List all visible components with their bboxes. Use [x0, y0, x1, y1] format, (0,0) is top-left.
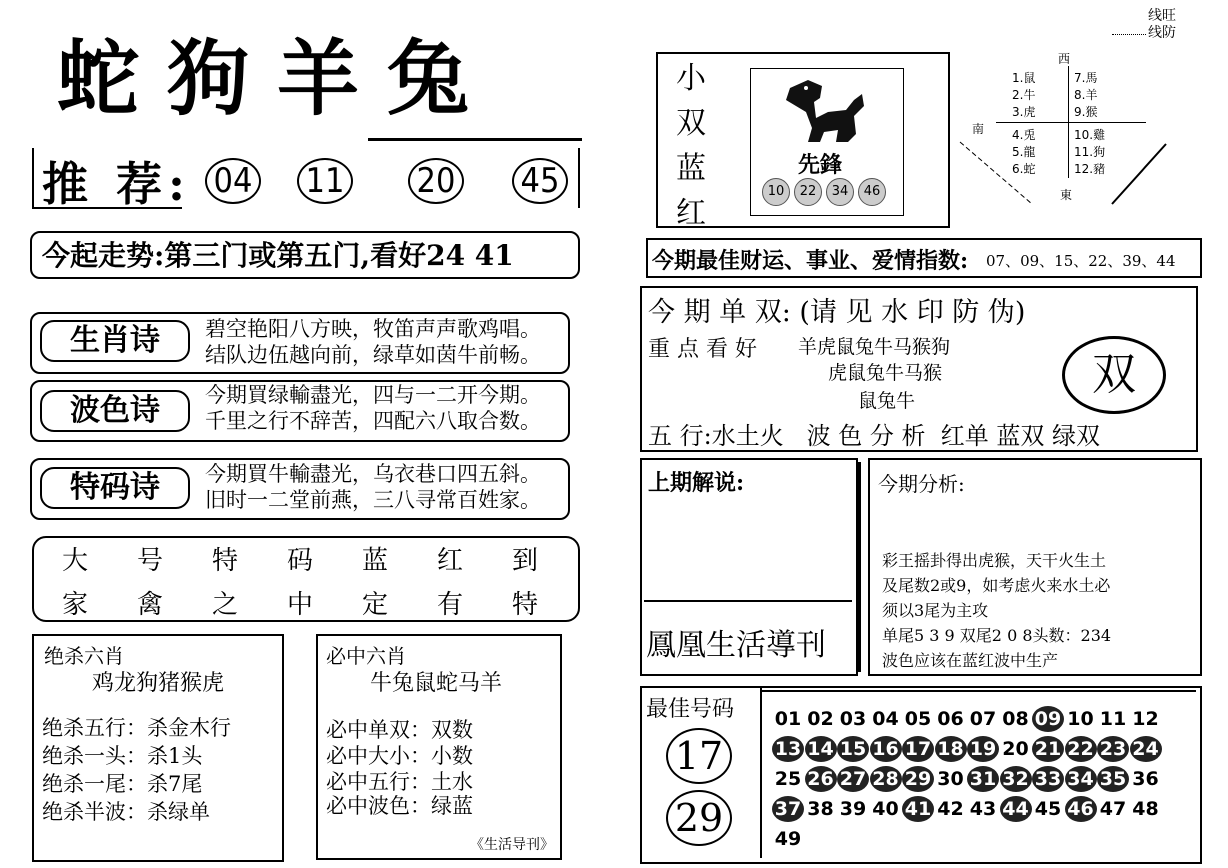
recommend-number: 11: [297, 158, 353, 204]
title-char: 兔: [386, 31, 483, 127]
slogan-char: 大: [61, 546, 88, 576]
slogan-char: 有: [436, 590, 463, 620]
kill-title: 绝杀六肖: [44, 644, 124, 668]
number-ball: 25: [774, 768, 802, 790]
fortune-box: [646, 238, 1202, 278]
side-char: 双: [676, 106, 706, 141]
number-ball: 04: [872, 708, 899, 730]
this-analysis-box: [868, 458, 1202, 676]
focus-line: 虎鼠兔牛马猴: [828, 362, 943, 384]
number-ball: 16: [870, 736, 902, 762]
zodiac-item: 3.虎: [1012, 105, 1036, 119]
legend-line: 线旺: [1148, 8, 1176, 24]
number-ball: 24: [1130, 736, 1162, 762]
poem-line: 千里之行不辞苦，四配六八取合数。: [205, 409, 541, 433]
kill-line: 绝杀五行：杀金木行: [42, 716, 231, 740]
number-ball: 42: [937, 798, 964, 820]
zodiac-item: 2.牛: [1012, 88, 1036, 102]
title-char: 狗: [166, 31, 263, 127]
number-ball: 37: [772, 796, 804, 822]
number-row: [772, 796, 1192, 826]
odd-even-bottom: 五 行:水土火 波 色 分 析 红单 蓝双 绿双: [648, 422, 1101, 450]
odd-even-title: 今 期 单 双: (请 见 水 印 防 伪): [648, 297, 1026, 328]
magazine-logo: 鳳凰生活導刊: [646, 628, 826, 663]
slogan-char: 中: [286, 590, 313, 620]
poem-line: 旧时一二堂前燕，三八寻常百姓家。: [205, 488, 541, 512]
zodiac-item: 8.羊: [1074, 88, 1098, 102]
best-label: 最佳号码: [646, 697, 735, 722]
number-ball: 38: [807, 798, 834, 820]
slogan-char: 之: [211, 590, 238, 620]
number-ball: 26: [805, 766, 837, 792]
legend-line: 线防: [1148, 25, 1176, 41]
number-ball: 23: [1097, 736, 1129, 762]
analysis-line: 须以3尾为主攻: [882, 601, 989, 620]
number-ball: 45: [1034, 798, 1062, 820]
last-title: 上期解说:: [648, 470, 745, 496]
side-char: 小: [676, 61, 706, 96]
divider: [762, 690, 1196, 692]
number-ball: 07: [969, 708, 997, 730]
poem-line: 今期買牛輸盡光，乌衣巷口四五斜。: [205, 462, 541, 486]
fortune-values: 07、09、15、22、39、44: [986, 252, 1176, 270]
title-char: 羊: [276, 31, 373, 127]
number-ball: 14: [805, 736, 837, 762]
zodiac-item: 9.猴: [1074, 105, 1098, 119]
zodiac-west: 西: [1058, 52, 1071, 66]
kill-panel: [32, 634, 284, 862]
pioneer-label: 先鋒: [798, 153, 843, 178]
last-analysis-box: [640, 458, 858, 676]
number-ball: 40: [872, 798, 899, 820]
divider: [368, 138, 582, 141]
trend-text: 今起走势:第三门或第五门,看好24 41: [42, 239, 514, 272]
zodiac-item: 7.馬: [1074, 71, 1098, 85]
must-title: 必中六肖: [326, 644, 406, 668]
number-ball: 36: [1132, 768, 1159, 790]
number-ball: 29: [902, 766, 934, 792]
recommend-number: 04: [205, 158, 261, 204]
slogan-char: 禽: [136, 590, 163, 620]
number-ball: 21: [1032, 736, 1064, 762]
side-char: 蓝: [676, 151, 706, 186]
poem-line: 碧空艳阳八方映，牧笛声声歌鸡唱。: [205, 317, 541, 341]
focus-label: 重 点 看 好: [648, 337, 757, 362]
this-title: 今期分析:: [878, 472, 965, 496]
number-ball: 47: [1099, 798, 1127, 820]
number-ball: 28: [870, 766, 902, 792]
recommend-number: 20: [408, 158, 464, 204]
number-row: [772, 706, 1192, 736]
legend-dash: [1112, 34, 1146, 35]
must-line: 必中大小：小数: [326, 744, 473, 768]
divider: [32, 148, 34, 208]
kill-line: 绝杀半波：杀绿单: [42, 800, 210, 824]
analysis-line: 单尾5 3 9 双尾2 0 8头数：234: [882, 626, 1112, 645]
poem-tag: 波色诗: [40, 390, 190, 432]
title-char: 蛇: [56, 31, 153, 127]
must-panel: [316, 634, 562, 860]
analysis-text: [882, 548, 1111, 673]
number-ball: 20: [1002, 738, 1029, 760]
number-row: [772, 736, 1192, 766]
source-label: 《生活导刊》: [470, 837, 554, 853]
number-ball: 22: [1065, 736, 1097, 762]
number-ball: 11: [1099, 708, 1127, 730]
must-animals: 牛兔鼠蛇马羊: [370, 671, 503, 696]
pioneer-ball: 34: [826, 178, 854, 206]
pioneer-ball: 10: [762, 178, 790, 206]
side-char: 红: [676, 196, 706, 231]
number-ball: 39: [839, 798, 867, 820]
number-ball: 03: [839, 708, 867, 730]
odd-even-circle: 双: [1062, 336, 1166, 414]
zodiac-east: 東: [1060, 188, 1073, 202]
slogan-char: 特: [211, 546, 238, 576]
slogan-char: 蓝: [361, 546, 388, 576]
poem-text: [205, 316, 541, 368]
kill-animals: 鸡龙狗猪猴虎: [92, 671, 225, 696]
number-grid: [772, 706, 1192, 856]
poem-tag: 生肖诗: [40, 320, 190, 362]
slogan-char: 红: [436, 546, 463, 576]
zodiac-item: 11.狗: [1074, 145, 1106, 159]
poem-text: [205, 461, 541, 513]
must-line: 必中波色：绿蓝: [326, 794, 473, 818]
fortune-label: 今期最佳财运、事业、爱情指数:: [652, 248, 969, 274]
number-ball: 08: [1002, 708, 1029, 730]
number-row: [772, 826, 1192, 856]
legend: [1148, 8, 1176, 42]
dog-icon: [778, 72, 874, 146]
recommend-label: 推 荐:: [42, 157, 191, 211]
slogan-char: 到: [511, 546, 538, 576]
zodiac-item: 6.蛇: [1012, 162, 1036, 176]
analysis-line: 波色应该在蓝红波中生产: [882, 651, 1059, 670]
trend-box: [30, 231, 580, 279]
number-ball: 48: [1132, 798, 1159, 820]
slogan-row: [40, 540, 560, 577]
zodiac-item: 4.兎: [1012, 128, 1036, 142]
odd-even-box: [640, 286, 1198, 452]
number-ball: 43: [969, 798, 997, 820]
divider: [578, 148, 580, 208]
number-ball: 10: [1067, 708, 1094, 730]
kill-line: 绝杀一头：杀1头: [42, 744, 203, 768]
number-ball: 12: [1132, 708, 1159, 730]
number-ball: 15: [837, 736, 869, 762]
zodiac-item: 12.豬: [1074, 162, 1106, 176]
pioneer-ball: 46: [858, 178, 886, 206]
number-ball: 49: [774, 828, 802, 850]
slogan-row: [40, 584, 560, 621]
recommend-number: 45: [512, 158, 568, 204]
number-ball: 35: [1097, 766, 1129, 792]
zodiac-item: 1.鼠: [1012, 71, 1036, 85]
analysis-line: 彩王摇卦得出虎猴，天干火生土: [882, 551, 1107, 570]
kill-line: 绝杀一尾：杀7尾: [42, 772, 203, 796]
number-ball: 33: [1032, 766, 1064, 792]
number-ball: 19: [967, 736, 999, 762]
divider: [858, 462, 861, 672]
number-ball: 44: [1000, 796, 1032, 822]
best-pick: 29: [666, 790, 732, 846]
number-ball: 41: [902, 796, 934, 822]
number-ball: 13: [772, 736, 804, 762]
number-ball: 32: [1000, 766, 1032, 792]
poem-tag: 特码诗: [40, 467, 190, 509]
number-ball: 27: [837, 766, 869, 792]
number-ball: 31: [967, 766, 999, 792]
divider: [644, 600, 852, 602]
slogan-char: 码: [286, 546, 313, 576]
zodiac-south: 南: [972, 122, 985, 136]
number-ball: 17: [902, 736, 934, 762]
number-ball: 06: [937, 708, 964, 730]
pioneer-balls: [762, 178, 886, 206]
number-ball: 34: [1065, 766, 1097, 792]
focus-line: 鼠兔牛: [858, 390, 916, 412]
pioneer-ball: 22: [794, 178, 822, 206]
must-line: 必中单双：双数: [326, 718, 473, 742]
must-line: 必中五行：土水: [326, 770, 473, 794]
focus-line: 羊虎鼠兔牛马猴狗: [798, 336, 951, 358]
number-ball: 02: [807, 708, 834, 730]
number-ball: 46: [1065, 796, 1097, 822]
slogan-char: 定: [361, 590, 388, 620]
best-left: [642, 688, 762, 858]
number-ball: 30: [937, 768, 964, 790]
number-ball: 18: [935, 736, 967, 762]
zodiac-item: 10.雞: [1074, 128, 1106, 142]
zodiac-item: 5.龍: [1012, 145, 1036, 159]
number-ball: 05: [904, 708, 932, 730]
poem-text: [205, 382, 541, 434]
poem-line: 今期買绿輸盡光，四与一二开今期。: [205, 383, 541, 407]
page-title: [50, 31, 490, 127]
number-ball: 09: [1032, 706, 1064, 732]
poem-line: 结队边伍越向前，绿草如茵牛前畅。: [205, 343, 541, 367]
slogan-char: 家: [61, 590, 88, 620]
side-vertical: [676, 56, 706, 236]
slogan-char: 号: [136, 546, 163, 576]
compass-lines: [956, 136, 1176, 208]
analysis-line: 及尾数2或9，如考虑火来水土必: [882, 576, 1111, 595]
number-ball: 01: [774, 708, 802, 730]
slogan-char: 特: [511, 590, 538, 620]
number-row: [772, 766, 1192, 796]
best-pick: 17: [666, 728, 732, 784]
